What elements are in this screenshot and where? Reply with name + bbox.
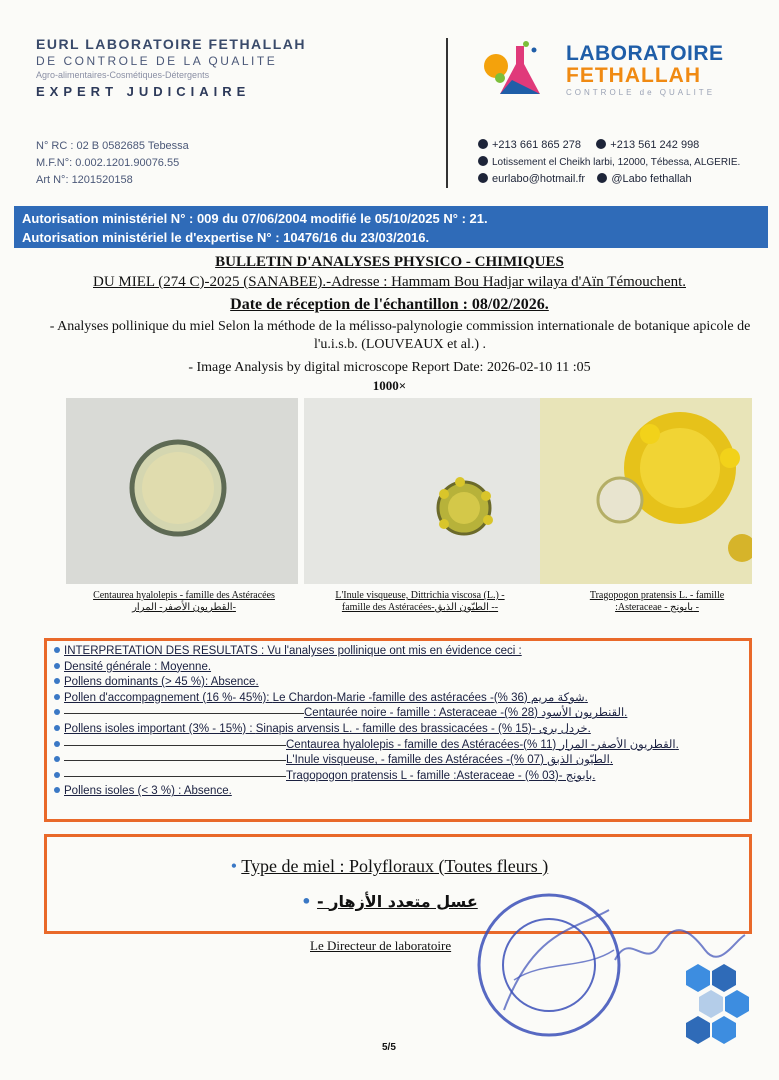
company-domains: Agro-alimentaires-Cosmétiques-Détergents <box>36 70 210 80</box>
brand-block <box>566 42 724 97</box>
authorization-line1: Autorisation ministériel N° : 009 du 07/06/2004 modifié le 05/10/2025 N° : 21. <box>22 211 488 226</box>
caption-1: Centaurea hyalolepis - famille des Astéracées القطريون الأصفر- المرار- <box>93 590 275 613</box>
honey-type-label: • Type de miel : Polyfloraux (Toutes fleurs ) <box>230 856 549 876</box>
facebook: @Labo fethallah <box>611 173 692 185</box>
company-subtitle: DE CONTROLE DE LA QUALITE <box>36 54 278 68</box>
accomp-2: Centaurée noire - famille : Asteraceae -القنطريون الأسود (28 %). <box>304 707 628 720</box>
phone-2: +213 561 242 998 <box>610 139 700 151</box>
pollen-image-1 <box>66 398 298 584</box>
phone-1: +213 661 865 278 <box>492 139 582 151</box>
company-name: EURL LABORATOIRE FETHALLAH <box>36 36 306 52</box>
email: eurlabo@hotmail.fr <box>492 173 586 185</box>
location-icon <box>478 156 488 166</box>
brand-line3: CONTROLE de QUALITE <box>566 88 716 97</box>
email-icon <box>478 173 488 183</box>
caption-2: L'Inule visqueuse, Dittrichia viscosa (L.) - famille des Astéracées-الطيّون الذبق -- <box>335 590 505 613</box>
honey-type-arabic: • - عسل متعدد الأزهار <box>301 892 478 911</box>
flask-logo-icon <box>478 36 548 106</box>
company-expert: EXPERT JUDICIAIRE <box>36 84 251 99</box>
director-label: Le Directeur de laboratoire <box>310 938 452 953</box>
isoles-1: Sinapis arvensis L. - famille des brassicacées - خردل برى -(15 %). <box>255 722 591 735</box>
interpretation-content: INTERPRETATION DES RESULTATS : Vu l'analyses pollinique ont mis en évidence ceci : Densité générale : Moyenne. Pollens dominants (> 45 %): Absence. Pollen d'accompagnement (16 %- 45%): Le Chardon-Marie -famille des astéracées -شوكة مريم (36 %). Centaurée noire - famille : Asteraceae -القنطريون الأسود (28 %). Pollens isoles important (3% - 15%) : Sinapis arvensis L. - famille des brassicacées - خردل برى -(15 %). Centaurea hyalolepis - famille des Astéracées-القطريون الأصفر- المرار (11 %). L'Inule visqueuse, - famille des Astéracées -الطيّون الذبق (07 %). Tragopogon pratensis L - famille :Asteraceae - بابونج -(03 %). Pollens isoles (< 3 %) : Absence. <box>54 644 754 800</box>
pollen-image-3 <box>540 398 752 584</box>
bulletin-title: BULLETIN D'ANALYSES PHYSICO - CHIMIQUES <box>215 254 564 270</box>
phone-icon <box>478 139 488 149</box>
page-number: 5/5 <box>382 1042 396 1053</box>
interp-heading: INTERPRETATION DES RESULTATS <box>64 645 258 657</box>
pollen-image-2 <box>304 398 540 584</box>
honey-type-box <box>44 834 752 934</box>
isoles-3: L'Inule visqueuse, - famille des Astéracées -الطيّون الذبق (07 %). <box>286 754 614 767</box>
art-number: Art N°: 1201520158 <box>36 174 133 186</box>
facebook-icon <box>597 173 607 183</box>
header-divider <box>446 38 448 188</box>
brand-line1: LABORATOIRE <box>566 42 724 65</box>
registration-info <box>36 138 189 189</box>
method-line: - Analyses pollinique du miel Selon la méthode de la mélisso-palynologie commission internationale de botanique apicole de l'u.i.s.b. (LOUVEAUX et al.) . <box>49 319 751 352</box>
authorization-band <box>14 206 768 248</box>
image-analysis-line: - Image Analysis by digital microscope Report Date: 2026-02-10 11 :05 <box>188 360 591 375</box>
isoles-2: Centaurea hyalolepis - famille des Astéracées-القطريون الأصفر- المرار (11 %). <box>286 738 679 751</box>
contact-info <box>478 137 740 188</box>
isoles-label: Pollens isoles important (3% - 15%) : <box>64 722 256 735</box>
mf-number: M.F.N°: 0.002.1201.90076.55 <box>36 157 180 169</box>
sample-line: DU MIEL (274 C)-2025 (SANABEE).-Adresse : Hammam Bou Hadjar wilaya d'Aïn Témouchent. <box>93 274 686 290</box>
accomp-label: Pollen d'accompagnement (16 %- 45%): <box>64 691 273 704</box>
pollens-dominants: Pollens dominants (> 45 %): Absence. <box>64 676 259 689</box>
header-left <box>36 36 436 99</box>
isoles-4: Tragopogon pratensis L - famille :Asteraceae - بابونج -(03 %). <box>286 769 596 782</box>
accomp-1: Le Chardon-Marie -famille des astéracées -شوكة مريم (36 %). <box>272 691 588 704</box>
whatsapp-icon <box>596 139 606 149</box>
reception-date: Date de réception de l'échantillon : 08/02/2026. <box>230 296 549 313</box>
authorization-line2: Autorisation ministériel le d'expertise N° : 10476/16 du 23/03/2016. <box>22 230 430 245</box>
address: Lotissement el Cheikh larbi, 12000, Tébessa, ALGERIE. <box>492 157 741 168</box>
hexagon-decoration-icon <box>676 960 766 1060</box>
brand-line2: FETHALLAH <box>566 64 701 87</box>
caption-3: Tragopogon pratensis L. - famille :Asteraceae - بابونج - <box>589 590 725 613</box>
laboratory-stamp <box>474 890 624 1040</box>
rc-number: N° RC : 02 B 0582685 Tebessa <box>36 140 189 152</box>
magnification: 1000× <box>372 378 407 393</box>
densite: Densité générale : Moyenne. <box>64 660 212 673</box>
isoles-small: Pollens isoles (< 3 %) : Absence. <box>64 785 232 798</box>
